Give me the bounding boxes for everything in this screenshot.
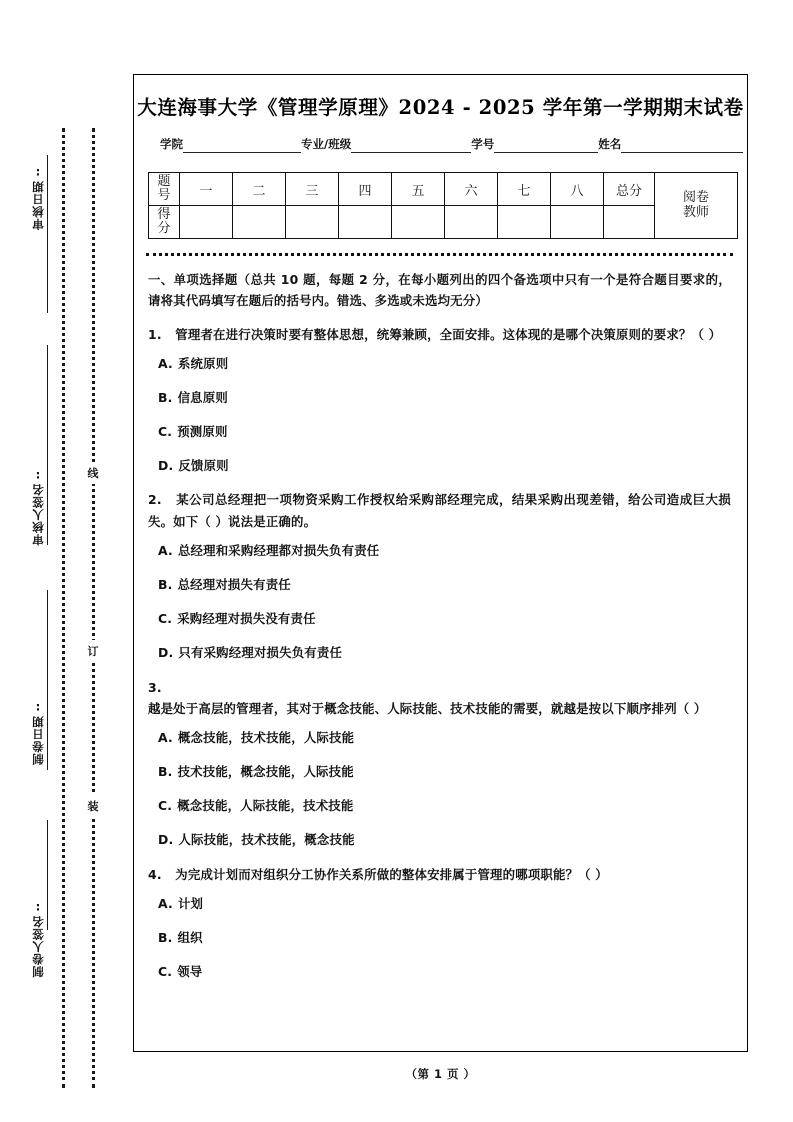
option-letter-4-b: B. xyxy=(158,929,173,945)
score-table-header-grader xyxy=(655,173,738,239)
option-letter-2-c: C. xyxy=(158,610,173,626)
question-number-2: 2. xyxy=(148,492,162,508)
question-number-4: 4. xyxy=(148,866,162,882)
option-text-1-b: 信息原则 xyxy=(177,389,228,405)
field-input-name[interactable] xyxy=(621,139,743,153)
option-text-3-c: 概念技能，人际技能，技术技能 xyxy=(177,797,354,813)
option-4-b[interactable] xyxy=(158,928,731,948)
question-text-4: 为完成计划而对组织分工协作关系所做的整体安排属于管理的哪项职能？（ ） xyxy=(175,866,608,882)
question-stem-1 xyxy=(148,324,731,345)
question-text-3: 越是处于高层的管理者，其对于概念技能、人际技能、技术技能的需要，就越是按以下顺序排列（ ） xyxy=(148,700,707,716)
option-letter-2-d: D. xyxy=(158,644,174,660)
option-letter-1-c: C. xyxy=(158,423,173,439)
option-text-2-b: 总经理对损失有责任 xyxy=(177,576,291,592)
score-table-header-total: 总分 xyxy=(604,173,655,206)
row-label-char-2: 号 xyxy=(157,188,171,204)
binding-seam-char-line: 线 xyxy=(85,462,101,484)
option-text-3-b: 技术技能，概念技能，人际技能 xyxy=(177,764,354,780)
score-cell-4[interactable] xyxy=(339,206,392,239)
score-table-row-label-question-no xyxy=(149,173,180,206)
field-label-college: 学院 xyxy=(160,137,183,151)
margin-rule-review-date xyxy=(47,155,48,313)
option-1-a[interactable] xyxy=(158,354,731,374)
option-2-a[interactable] xyxy=(158,541,731,561)
option-text-4-b: 组织 xyxy=(177,929,203,945)
row-label-char-1: 题 xyxy=(157,174,171,189)
option-letter-4-c: C. xyxy=(158,963,173,979)
option-letter-1-a: A. xyxy=(158,356,173,372)
score-table-header-1: 一 xyxy=(180,173,233,206)
score-cell-total[interactable] xyxy=(604,206,655,239)
field-input-student-id[interactable] xyxy=(494,139,598,153)
score-table-header-4: 四 xyxy=(339,173,392,206)
binding-margin xyxy=(0,0,133,1122)
row-label-char-2: 分 xyxy=(157,221,171,237)
section-heading-1: 一、单项选择题（总共 10 题，每题 2 分，在每小题列出的四个备选项中只有一个是符合题目要求的，请将其代码填写在题后的括号内。错选、多选或未选均无分） xyxy=(148,272,731,309)
option-letter-3-a: A. xyxy=(158,730,173,746)
table-row-question-numbers xyxy=(149,173,738,206)
option-letter-3-d: D. xyxy=(158,831,174,847)
option-text-3-d: 人际技能，技术技能，概念技能 xyxy=(178,831,355,847)
option-1-c[interactable] xyxy=(158,422,731,442)
field-label-name: 姓名 xyxy=(598,137,622,151)
option-letter-2-b: B. xyxy=(158,576,173,592)
table-row-scores xyxy=(149,206,738,239)
question-number-1: 1. xyxy=(148,326,162,342)
option-3-b[interactable] xyxy=(158,762,731,782)
field-label-student-id: 学号 xyxy=(471,137,495,151)
student-info-fields xyxy=(160,136,729,153)
binding-dotted-line-inner xyxy=(92,128,95,1088)
score-table-row-label-score xyxy=(149,206,180,239)
question-stem-4 xyxy=(148,864,731,885)
score-table-header-5: 五 xyxy=(392,173,445,206)
option-text-2-c: 采购经理对损失没有责任 xyxy=(177,610,316,626)
score-table-wrapper xyxy=(148,172,731,239)
page-footer: （第 1 页 ） xyxy=(405,1067,476,1081)
option-text-2-d: 只有采购经理对损失负有责任 xyxy=(178,644,343,660)
option-4-a[interactable] xyxy=(158,894,731,914)
option-text-4-a: 计划 xyxy=(177,895,204,911)
question-block-4 xyxy=(148,864,731,982)
option-1-b[interactable] xyxy=(158,388,731,408)
score-table-header-7: 七 xyxy=(498,173,551,206)
question-block-1 xyxy=(148,324,731,476)
field-input-major-class[interactable] xyxy=(351,139,471,153)
margin-rule-reviewer-signature xyxy=(47,345,48,545)
option-3-d[interactable] xyxy=(158,830,731,850)
question-block-3 xyxy=(148,677,731,850)
margin-label-reviewer-signature: 审核人签名: xyxy=(31,468,45,546)
field-label-major-class: 专业/班级 xyxy=(301,137,352,151)
option-1-d[interactable] xyxy=(158,456,731,476)
margin-label-maker-date: 制卷日期: xyxy=(31,700,45,765)
field-input-college[interactable] xyxy=(183,139,301,153)
score-cell-6[interactable] xyxy=(445,206,498,239)
field-major-class xyxy=(301,136,471,153)
field-name xyxy=(598,136,743,153)
question-block-2 xyxy=(148,489,731,662)
binding-seam-char-pack: 装 xyxy=(85,795,101,817)
question-stem-2 xyxy=(148,489,731,532)
binding-dotted-line-outer xyxy=(62,128,65,1088)
option-text-3-a: 概念技能，技术技能，人际技能 xyxy=(177,730,355,746)
page-title: 大连海事大学《管理学原理》2024 - 2025 学年第一学期期末试卷 xyxy=(137,96,744,119)
option-letter-1-b: B. xyxy=(158,389,173,405)
option-text-1-a: 系统原则 xyxy=(177,356,229,372)
option-2-c[interactable] xyxy=(158,609,731,629)
exam-sheet xyxy=(133,74,748,1052)
field-student-id xyxy=(471,136,598,153)
score-table xyxy=(148,172,738,239)
option-text-2-a: 总经理和采购经理都对损失负有责任 xyxy=(177,543,380,559)
question-text-2: 某公司总经理把一项物资采购工作授权给采购部经理完成，结果采购出现差错，给公司造成巨大损失。如下（ ）说法是正确的。 xyxy=(148,492,732,529)
option-letter-1-d: D. xyxy=(158,457,174,473)
margin-label-maker-signature: 制卷人签名: xyxy=(31,900,45,978)
option-letter-2-a: A. xyxy=(158,543,173,559)
section-divider xyxy=(146,253,733,256)
score-cell-8[interactable] xyxy=(551,206,604,239)
option-2-d[interactable] xyxy=(158,643,731,663)
score-cell-7[interactable] xyxy=(498,206,551,239)
option-letter-3-b: B. xyxy=(158,764,173,780)
score-cell-2[interactable] xyxy=(233,206,286,239)
score-table-header-6: 六 xyxy=(445,173,498,206)
score-cell-1[interactable] xyxy=(180,206,233,239)
option-4-c[interactable] xyxy=(158,962,731,982)
margin-rule-maker-signature xyxy=(47,820,48,930)
option-text-1-c: 预测原则 xyxy=(177,423,228,439)
row-label-char-1: 得 xyxy=(157,207,171,223)
option-3-a[interactable] xyxy=(158,728,731,748)
question-number-3: 3. xyxy=(148,679,162,695)
score-table-header-3: 三 xyxy=(286,173,339,206)
binding-seam-char-bind: 订 xyxy=(85,640,101,662)
score-cell-3[interactable] xyxy=(286,206,339,239)
score-table-header-2: 二 xyxy=(233,173,286,206)
field-college xyxy=(160,136,301,153)
margin-rule-maker-date xyxy=(47,590,48,770)
option-3-c[interactable] xyxy=(158,796,731,816)
score-cell-5[interactable] xyxy=(392,206,445,239)
margin-label-review-date: 审核日期: xyxy=(31,165,45,230)
option-text-1-d: 反馈原则 xyxy=(178,457,229,473)
questions-body xyxy=(148,269,731,981)
option-letter-4-a: A. xyxy=(158,895,173,911)
score-table-header-8: 八 xyxy=(551,173,604,206)
option-letter-3-c: C. xyxy=(158,797,173,813)
question-text-1: 管理者在进行决策时要有整体思想，统筹兼顾，全面安排。这体现的是哪个决策原则的要求？（ ） xyxy=(175,326,722,342)
option-2-b[interactable] xyxy=(158,575,731,595)
grader-label-line-2: 教师 xyxy=(682,204,709,220)
question-stem-3 xyxy=(148,677,731,720)
option-text-4-c: 领导 xyxy=(177,963,203,979)
grader-label-line-1: 阅卷 xyxy=(682,189,709,205)
